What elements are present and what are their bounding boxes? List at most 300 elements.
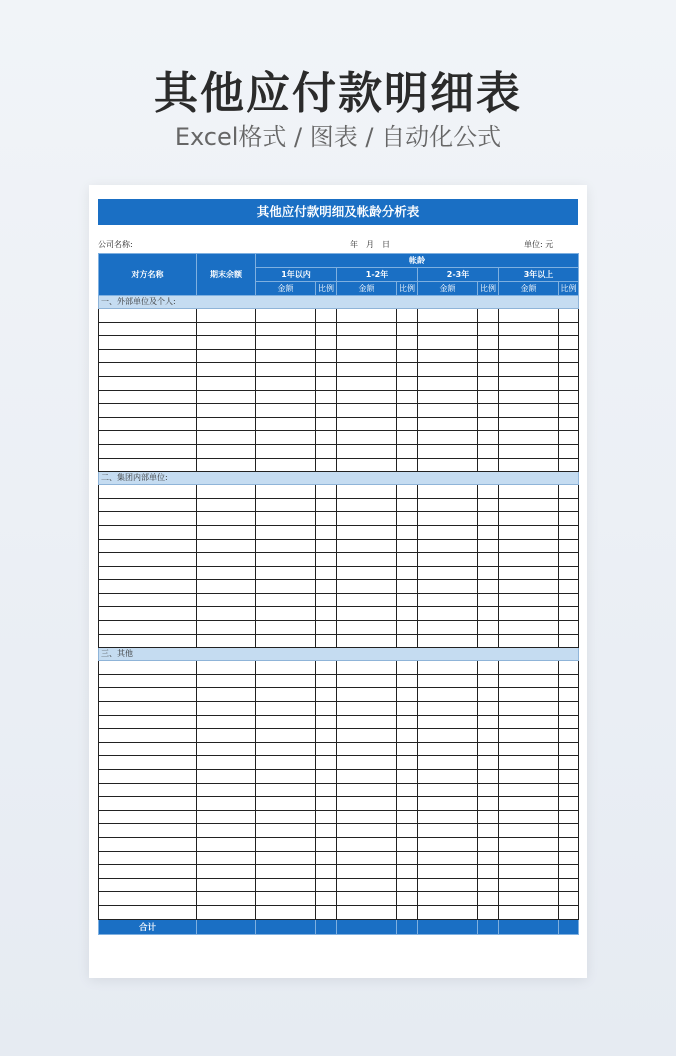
table-cell[interactable] xyxy=(478,742,499,756)
table-cell[interactable] xyxy=(337,404,397,418)
table-cell[interactable] xyxy=(499,851,559,865)
table-cell[interactable] xyxy=(337,485,397,499)
total-cell[interactable] xyxy=(418,919,478,934)
table-cell[interactable] xyxy=(197,865,256,879)
table-cell[interactable] xyxy=(99,336,197,350)
table-cell[interactable] xyxy=(418,797,478,811)
table-cell[interactable] xyxy=(99,458,197,472)
table-cell[interactable] xyxy=(418,498,478,512)
table-cell[interactable] xyxy=(197,512,256,526)
table-cell[interactable] xyxy=(478,322,499,336)
table-cell[interactable] xyxy=(478,580,499,594)
table-cell[interactable] xyxy=(397,404,418,418)
table-cell[interactable] xyxy=(499,878,559,892)
table-cell[interactable] xyxy=(316,309,337,323)
table-cell[interactable] xyxy=(559,444,579,458)
table-cell[interactable] xyxy=(418,485,478,499)
table-cell[interactable] xyxy=(256,498,316,512)
total-cell[interactable] xyxy=(397,919,418,934)
table-cell[interactable] xyxy=(197,417,256,431)
table-cell[interactable] xyxy=(197,349,256,363)
table-cell[interactable] xyxy=(397,363,418,377)
table-cell[interactable] xyxy=(418,593,478,607)
table-cell[interactable] xyxy=(418,404,478,418)
table-cell[interactable] xyxy=(499,417,559,431)
table-cell[interactable] xyxy=(478,674,499,688)
table-cell[interactable] xyxy=(99,485,197,499)
table-cell[interactable] xyxy=(499,566,559,580)
table-cell[interactable] xyxy=(397,797,418,811)
table-cell[interactable] xyxy=(197,607,256,621)
table-cell[interactable] xyxy=(499,715,559,729)
table-cell[interactable] xyxy=(337,566,397,580)
table-cell[interactable] xyxy=(559,797,579,811)
table-cell[interactable] xyxy=(418,837,478,851)
table-cell[interactable] xyxy=(397,607,418,621)
table-cell[interactable] xyxy=(418,702,478,716)
table-cell[interactable] xyxy=(418,566,478,580)
table-cell[interactable] xyxy=(337,797,397,811)
table-cell[interactable] xyxy=(337,634,397,648)
table-cell[interactable] xyxy=(99,525,197,539)
table-cell[interactable] xyxy=(559,336,579,350)
table-cell[interactable] xyxy=(499,634,559,648)
table-cell[interactable] xyxy=(397,485,418,499)
table-cell[interactable] xyxy=(559,309,579,323)
table-cell[interactable] xyxy=(478,688,499,702)
total-cell[interactable] xyxy=(316,919,337,934)
table-cell[interactable] xyxy=(418,512,478,526)
table-cell[interactable] xyxy=(478,485,499,499)
table-cell[interactable] xyxy=(418,824,478,838)
table-cell[interactable] xyxy=(99,797,197,811)
table-cell[interactable] xyxy=(316,539,337,553)
table-cell[interactable] xyxy=(316,512,337,526)
table-cell[interactable] xyxy=(337,417,397,431)
table-cell[interactable] xyxy=(559,458,579,472)
total-cell[interactable] xyxy=(256,919,316,934)
table-cell[interactable] xyxy=(499,580,559,594)
table-cell[interactable] xyxy=(99,553,197,567)
table-cell[interactable] xyxy=(478,525,499,539)
table-cell[interactable] xyxy=(559,878,579,892)
table-cell[interactable] xyxy=(197,729,256,743)
table-cell[interactable] xyxy=(559,661,579,675)
table-cell[interactable] xyxy=(256,322,316,336)
table-cell[interactable] xyxy=(397,621,418,635)
table-cell[interactable] xyxy=(197,566,256,580)
table-cell[interactable] xyxy=(559,634,579,648)
table-cell[interactable] xyxy=(499,593,559,607)
table-cell[interactable] xyxy=(256,892,316,906)
table-cell[interactable] xyxy=(559,593,579,607)
table-cell[interactable] xyxy=(418,756,478,770)
table-cell[interactable] xyxy=(316,797,337,811)
table-cell[interactable] xyxy=(197,892,256,906)
table-cell[interactable] xyxy=(418,715,478,729)
table-cell[interactable] xyxy=(559,756,579,770)
table-cell[interactable] xyxy=(499,309,559,323)
table-cell[interactable] xyxy=(256,580,316,594)
table-cell[interactable] xyxy=(99,322,197,336)
table-cell[interactable] xyxy=(256,376,316,390)
total-cell[interactable] xyxy=(337,919,397,934)
table-cell[interactable] xyxy=(197,580,256,594)
table-cell[interactable] xyxy=(499,729,559,743)
table-cell[interactable] xyxy=(99,688,197,702)
table-cell[interactable] xyxy=(197,797,256,811)
table-cell[interactable] xyxy=(197,309,256,323)
table-cell[interactable] xyxy=(418,634,478,648)
table-cell[interactable] xyxy=(316,892,337,906)
table-cell[interactable] xyxy=(99,498,197,512)
table-cell[interactable] xyxy=(559,498,579,512)
table-cell[interactable] xyxy=(99,661,197,675)
table-cell[interactable] xyxy=(256,783,316,797)
table-cell[interactable] xyxy=(316,661,337,675)
table-cell[interactable] xyxy=(197,851,256,865)
table-cell[interactable] xyxy=(256,431,316,445)
table-cell[interactable] xyxy=(397,770,418,784)
table-cell[interactable] xyxy=(397,336,418,350)
table-cell[interactable] xyxy=(478,376,499,390)
table-cell[interactable] xyxy=(499,431,559,445)
table-cell[interactable] xyxy=(478,878,499,892)
table-cell[interactable] xyxy=(337,892,397,906)
table-cell[interactable] xyxy=(316,593,337,607)
table-cell[interactable] xyxy=(478,783,499,797)
table-cell[interactable] xyxy=(316,742,337,756)
table-cell[interactable] xyxy=(256,553,316,567)
table-cell[interactable] xyxy=(418,770,478,784)
table-cell[interactable] xyxy=(197,742,256,756)
table-cell[interactable] xyxy=(397,715,418,729)
table-cell[interactable] xyxy=(197,674,256,688)
table-cell[interactable] xyxy=(397,539,418,553)
table-cell[interactable] xyxy=(397,742,418,756)
table-cell[interactable] xyxy=(99,851,197,865)
table-cell[interactable] xyxy=(256,702,316,716)
table-cell[interactable] xyxy=(478,837,499,851)
table-cell[interactable] xyxy=(99,363,197,377)
table-cell[interactable] xyxy=(99,905,197,919)
table-cell[interactable] xyxy=(478,336,499,350)
table-cell[interactable] xyxy=(559,404,579,418)
table-cell[interactable] xyxy=(256,363,316,377)
table-cell[interactable] xyxy=(316,715,337,729)
table-cell[interactable] xyxy=(559,363,579,377)
table-cell[interactable] xyxy=(337,837,397,851)
table-cell[interactable] xyxy=(197,498,256,512)
table-cell[interactable] xyxy=(418,349,478,363)
table-cell[interactable] xyxy=(99,674,197,688)
table-cell[interactable] xyxy=(337,349,397,363)
table-cell[interactable] xyxy=(197,485,256,499)
table-cell[interactable] xyxy=(397,376,418,390)
table-cell[interactable] xyxy=(256,512,316,526)
table-cell[interactable] xyxy=(337,336,397,350)
table-cell[interactable] xyxy=(316,390,337,404)
table-cell[interactable] xyxy=(316,553,337,567)
table-cell[interactable] xyxy=(478,512,499,526)
table-cell[interactable] xyxy=(397,674,418,688)
table-cell[interactable] xyxy=(397,593,418,607)
table-cell[interactable] xyxy=(337,810,397,824)
table-cell[interactable] xyxy=(397,824,418,838)
table-cell[interactable] xyxy=(418,539,478,553)
table-cell[interactable] xyxy=(559,892,579,906)
table-cell[interactable] xyxy=(337,661,397,675)
table-cell[interactable] xyxy=(316,729,337,743)
total-cell[interactable] xyxy=(197,919,256,934)
table-cell[interactable] xyxy=(316,363,337,377)
table-cell[interactable] xyxy=(316,783,337,797)
table-cell[interactable] xyxy=(478,566,499,580)
table-cell[interactable] xyxy=(256,797,316,811)
table-cell[interactable] xyxy=(256,756,316,770)
table-cell[interactable] xyxy=(478,756,499,770)
table-cell[interactable] xyxy=(337,458,397,472)
table-cell[interactable] xyxy=(418,376,478,390)
table-cell[interactable] xyxy=(256,593,316,607)
table-cell[interactable] xyxy=(418,309,478,323)
table-cell[interactable] xyxy=(197,363,256,377)
table-cell[interactable] xyxy=(397,390,418,404)
table-cell[interactable] xyxy=(197,621,256,635)
table-cell[interactable] xyxy=(337,621,397,635)
table-cell[interactable] xyxy=(559,865,579,879)
table-cell[interactable] xyxy=(316,404,337,418)
table-cell[interactable] xyxy=(478,458,499,472)
table-cell[interactable] xyxy=(478,770,499,784)
table-cell[interactable] xyxy=(559,485,579,499)
table-cell[interactable] xyxy=(99,810,197,824)
table-cell[interactable] xyxy=(499,837,559,851)
table-cell[interactable] xyxy=(197,553,256,567)
table-cell[interactable] xyxy=(499,390,559,404)
table-cell[interactable] xyxy=(397,322,418,336)
table-cell[interactable] xyxy=(499,810,559,824)
table-cell[interactable] xyxy=(197,837,256,851)
table-cell[interactable] xyxy=(316,824,337,838)
table-cell[interactable] xyxy=(397,417,418,431)
table-cell[interactable] xyxy=(478,498,499,512)
table-cell[interactable] xyxy=(478,553,499,567)
table-cell[interactable] xyxy=(99,539,197,553)
table-cell[interactable] xyxy=(478,851,499,865)
table-cell[interactable] xyxy=(559,539,579,553)
table-cell[interactable] xyxy=(499,404,559,418)
table-cell[interactable] xyxy=(197,376,256,390)
table-cell[interactable] xyxy=(256,390,316,404)
table-cell[interactable] xyxy=(397,688,418,702)
table-cell[interactable] xyxy=(559,851,579,865)
table-cell[interactable] xyxy=(478,431,499,445)
table-cell[interactable] xyxy=(418,810,478,824)
table-cell[interactable] xyxy=(559,431,579,445)
table-cell[interactable] xyxy=(256,566,316,580)
table-cell[interactable] xyxy=(316,674,337,688)
table-cell[interactable] xyxy=(256,837,316,851)
table-cell[interactable] xyxy=(499,363,559,377)
table-cell[interactable] xyxy=(316,566,337,580)
table-cell[interactable] xyxy=(256,865,316,879)
table-cell[interactable] xyxy=(99,566,197,580)
table-cell[interactable] xyxy=(418,878,478,892)
table-cell[interactable] xyxy=(197,756,256,770)
table-cell[interactable] xyxy=(397,309,418,323)
table-cell[interactable] xyxy=(256,729,316,743)
table-cell[interactable] xyxy=(197,905,256,919)
table-cell[interactable] xyxy=(559,417,579,431)
table-cell[interactable] xyxy=(559,621,579,635)
table-cell[interactable] xyxy=(499,444,559,458)
table-cell[interactable] xyxy=(99,783,197,797)
table-cell[interactable] xyxy=(99,742,197,756)
table-cell[interactable] xyxy=(99,593,197,607)
table-cell[interactable] xyxy=(316,756,337,770)
table-cell[interactable] xyxy=(256,634,316,648)
table-cell[interactable] xyxy=(316,498,337,512)
table-cell[interactable] xyxy=(397,566,418,580)
table-cell[interactable] xyxy=(316,336,337,350)
table-cell[interactable] xyxy=(316,485,337,499)
table-cell[interactable] xyxy=(559,390,579,404)
table-cell[interactable] xyxy=(256,810,316,824)
table-cell[interactable] xyxy=(478,810,499,824)
table-cell[interactable] xyxy=(197,661,256,675)
table-cell[interactable] xyxy=(418,851,478,865)
table-cell[interactable] xyxy=(559,729,579,743)
table-cell[interactable] xyxy=(499,702,559,716)
table-cell[interactable] xyxy=(337,512,397,526)
table-cell[interactable] xyxy=(478,621,499,635)
table-cell[interactable] xyxy=(499,336,559,350)
table-cell[interactable] xyxy=(256,878,316,892)
table-cell[interactable] xyxy=(559,715,579,729)
table-cell[interactable] xyxy=(418,525,478,539)
table-cell[interactable] xyxy=(256,607,316,621)
table-cell[interactable] xyxy=(397,783,418,797)
table-cell[interactable] xyxy=(99,607,197,621)
table-cell[interactable] xyxy=(337,322,397,336)
table-cell[interactable] xyxy=(197,444,256,458)
table-cell[interactable] xyxy=(559,553,579,567)
table-cell[interactable] xyxy=(337,715,397,729)
table-cell[interactable] xyxy=(397,756,418,770)
table-cell[interactable] xyxy=(337,824,397,838)
table-cell[interactable] xyxy=(478,729,499,743)
table-cell[interactable] xyxy=(256,905,316,919)
table-cell[interactable] xyxy=(99,892,197,906)
table-cell[interactable] xyxy=(316,634,337,648)
table-cell[interactable] xyxy=(316,702,337,716)
table-cell[interactable] xyxy=(256,824,316,838)
table-cell[interactable] xyxy=(418,390,478,404)
table-cell[interactable] xyxy=(499,512,559,526)
table-cell[interactable] xyxy=(397,458,418,472)
table-cell[interactable] xyxy=(559,824,579,838)
table-cell[interactable] xyxy=(397,865,418,879)
table-cell[interactable] xyxy=(256,688,316,702)
table-cell[interactable] xyxy=(418,661,478,675)
table-cell[interactable] xyxy=(559,566,579,580)
table-cell[interactable] xyxy=(559,512,579,526)
table-cell[interactable] xyxy=(397,444,418,458)
table-cell[interactable] xyxy=(559,810,579,824)
table-cell[interactable] xyxy=(197,390,256,404)
table-cell[interactable] xyxy=(397,702,418,716)
table-cell[interactable] xyxy=(197,634,256,648)
table-cell[interactable] xyxy=(197,770,256,784)
table-cell[interactable] xyxy=(256,539,316,553)
table-cell[interactable] xyxy=(316,688,337,702)
table-cell[interactable] xyxy=(418,580,478,594)
table-cell[interactable] xyxy=(197,715,256,729)
table-cell[interactable] xyxy=(99,417,197,431)
table-cell[interactable] xyxy=(397,498,418,512)
table-cell[interactable] xyxy=(197,878,256,892)
table-cell[interactable] xyxy=(499,797,559,811)
table-cell[interactable] xyxy=(478,417,499,431)
table-cell[interactable] xyxy=(478,797,499,811)
table-cell[interactable] xyxy=(559,674,579,688)
table-cell[interactable] xyxy=(559,322,579,336)
table-cell[interactable] xyxy=(499,539,559,553)
table-cell[interactable] xyxy=(256,444,316,458)
table-cell[interactable] xyxy=(256,485,316,499)
table-cell[interactable] xyxy=(478,404,499,418)
table-cell[interactable] xyxy=(499,824,559,838)
table-cell[interactable] xyxy=(99,715,197,729)
table-cell[interactable] xyxy=(256,404,316,418)
table-cell[interactable] xyxy=(499,498,559,512)
table-cell[interactable] xyxy=(397,729,418,743)
table-cell[interactable] xyxy=(418,783,478,797)
table-cell[interactable] xyxy=(478,363,499,377)
table-cell[interactable] xyxy=(337,742,397,756)
table-cell[interactable] xyxy=(478,892,499,906)
table-cell[interactable] xyxy=(559,688,579,702)
table-cell[interactable] xyxy=(397,661,418,675)
table-cell[interactable] xyxy=(418,553,478,567)
table-cell[interactable] xyxy=(256,742,316,756)
table-cell[interactable] xyxy=(197,431,256,445)
table-cell[interactable] xyxy=(197,810,256,824)
table-cell[interactable] xyxy=(316,770,337,784)
table-cell[interactable] xyxy=(559,607,579,621)
table-cell[interactable] xyxy=(559,742,579,756)
table-cell[interactable] xyxy=(256,417,316,431)
table-cell[interactable] xyxy=(197,702,256,716)
table-cell[interactable] xyxy=(418,417,478,431)
table-cell[interactable] xyxy=(478,593,499,607)
table-cell[interactable] xyxy=(256,715,316,729)
table-cell[interactable] xyxy=(337,593,397,607)
table-cell[interactable] xyxy=(99,878,197,892)
table-cell[interactable] xyxy=(256,770,316,784)
table-cell[interactable] xyxy=(99,404,197,418)
table-cell[interactable] xyxy=(337,878,397,892)
table-cell[interactable] xyxy=(337,363,397,377)
table-cell[interactable] xyxy=(418,905,478,919)
table-cell[interactable] xyxy=(99,824,197,838)
table-cell[interactable] xyxy=(337,865,397,879)
table-cell[interactable] xyxy=(99,634,197,648)
table-cell[interactable] xyxy=(316,607,337,621)
table-cell[interactable] xyxy=(478,390,499,404)
table-cell[interactable] xyxy=(499,742,559,756)
